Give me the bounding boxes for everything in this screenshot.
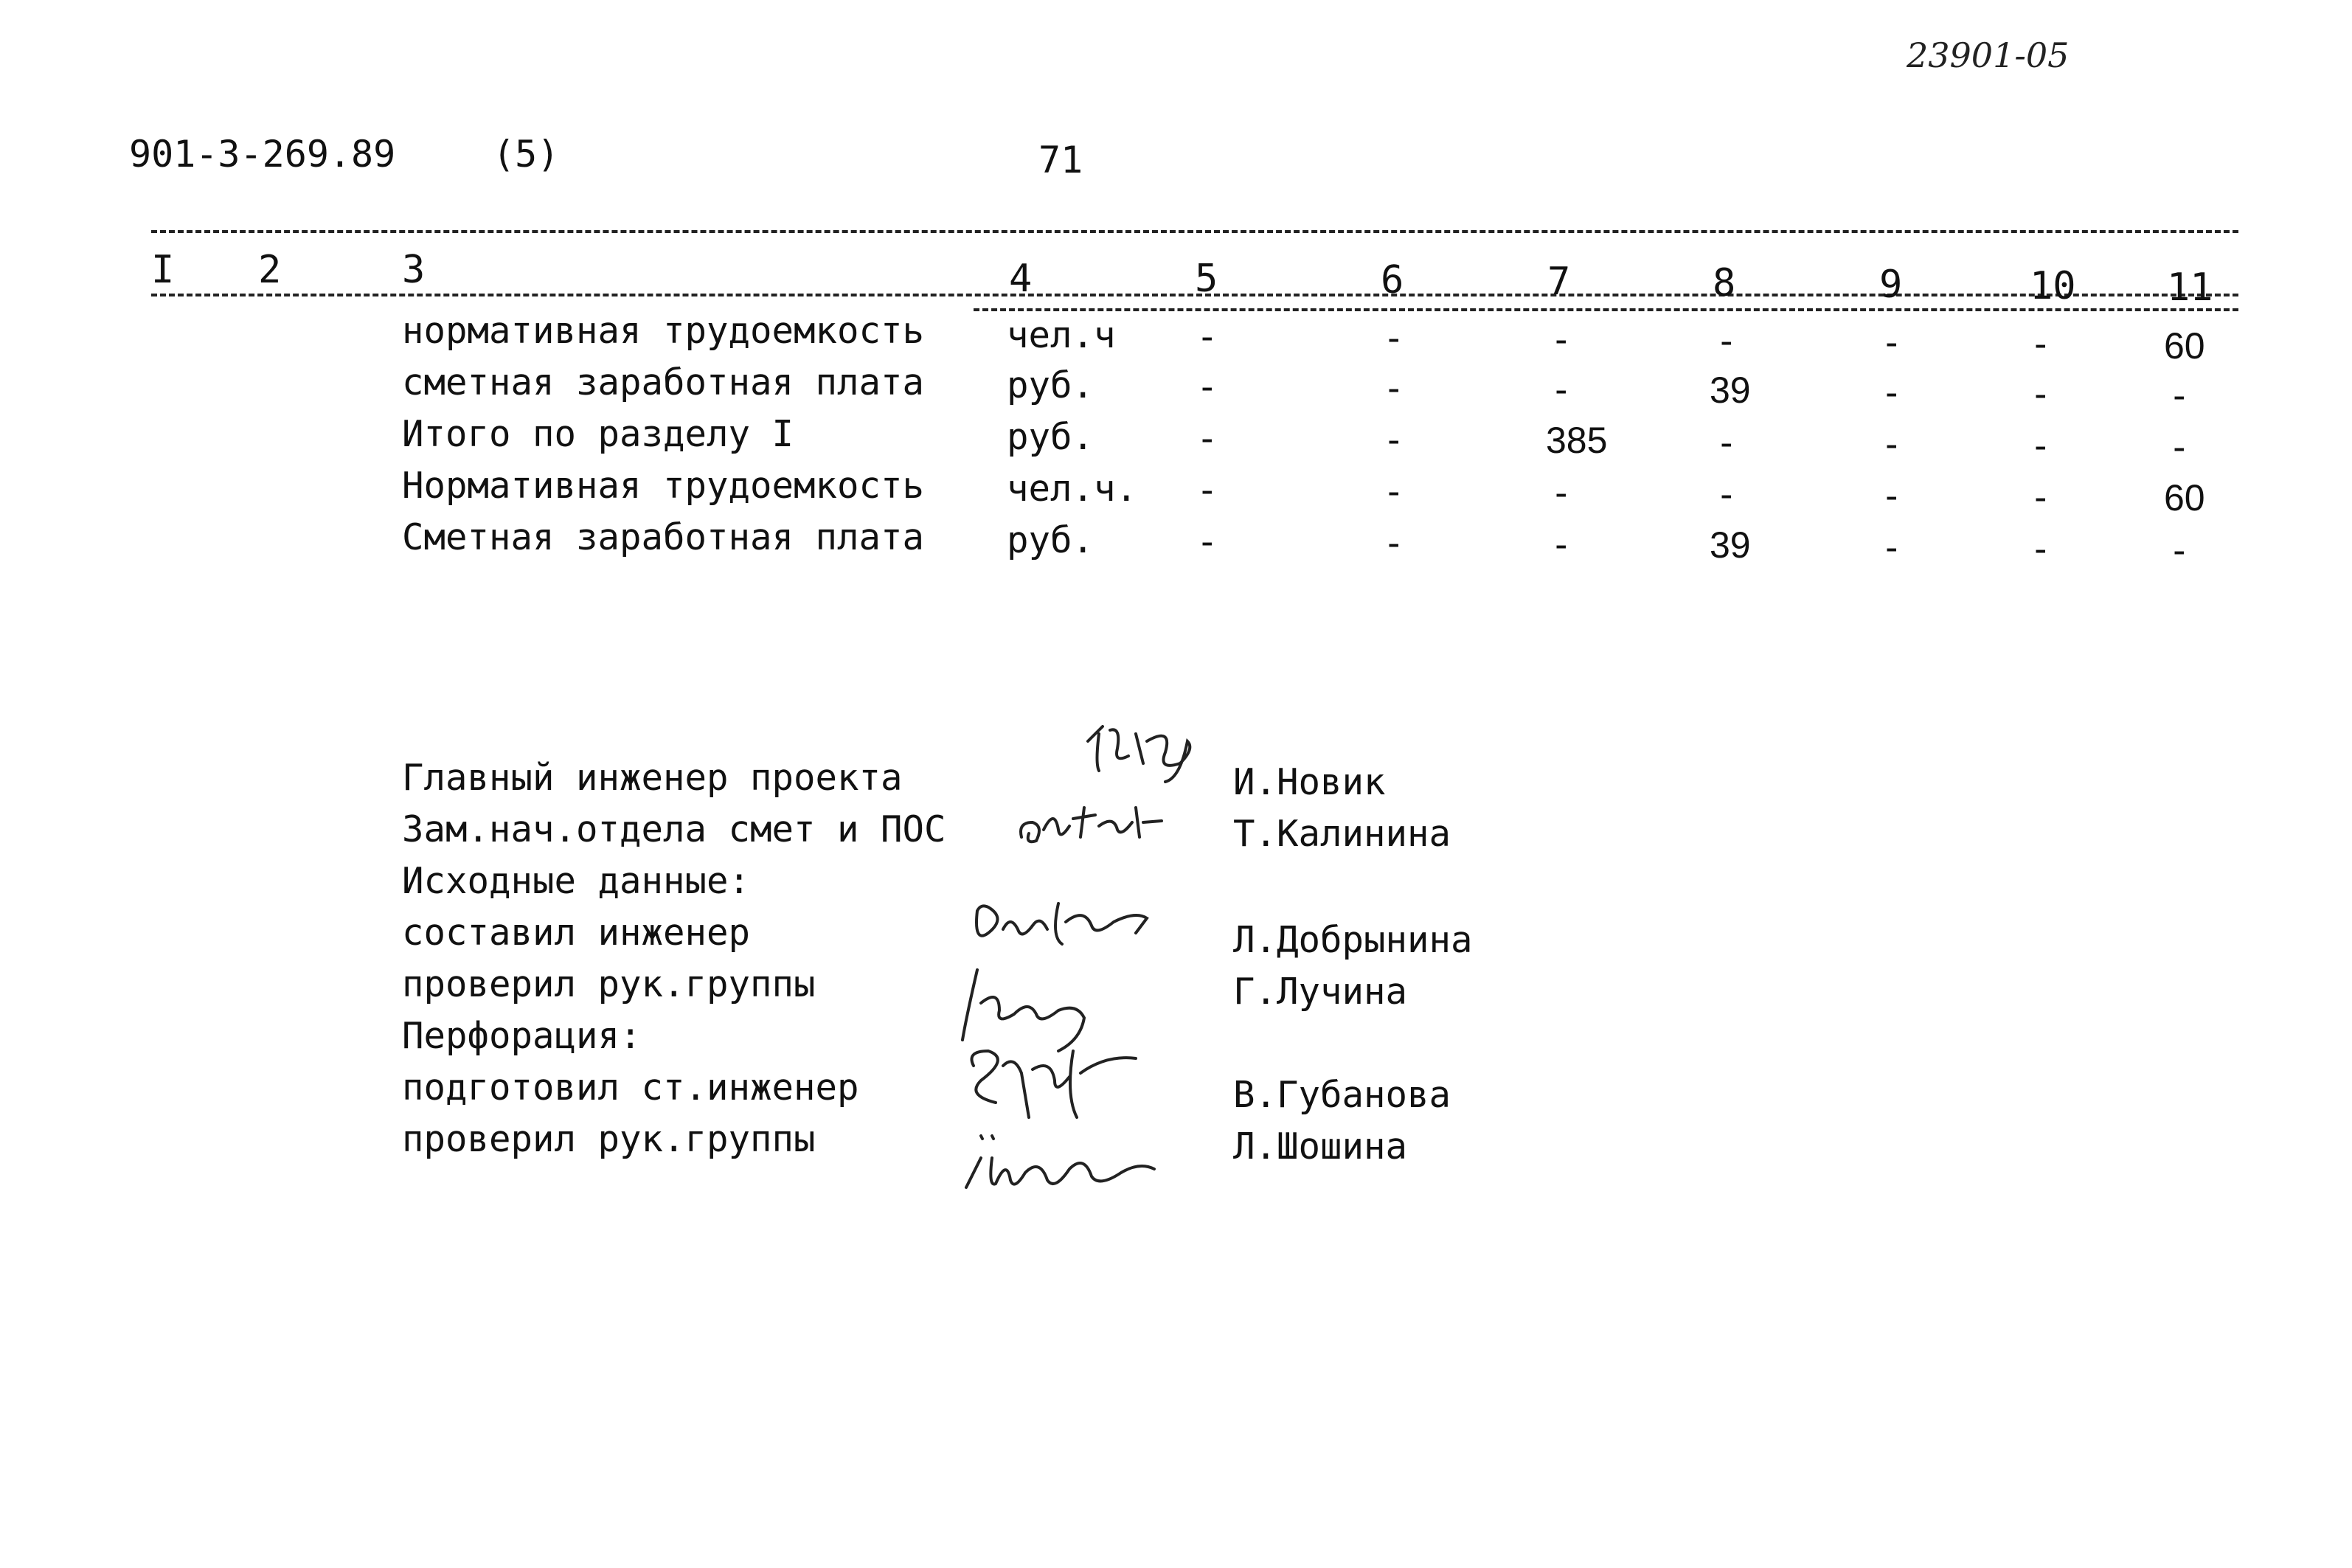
row-1-c6: - bbox=[1383, 317, 1405, 359]
archive-stamp: 23901-05 bbox=[1907, 35, 2070, 75]
signature-name-7: В.Губанова bbox=[1233, 1074, 1451, 1116]
row-2-c7: - bbox=[1550, 369, 1572, 411]
column-header-6: 6 bbox=[1381, 258, 1404, 302]
row-1-c7: - bbox=[1550, 319, 1572, 361]
row-1-unit: чел.ч bbox=[1007, 314, 1116, 356]
section-label-source-data: Исходные данные: bbox=[402, 860, 751, 902]
row-4-unit: чел.ч. bbox=[1007, 468, 1138, 510]
signature-gubanova-drawing bbox=[959, 1036, 1143, 1125]
row-5-c11: - bbox=[2168, 530, 2190, 572]
signature-role-7: подготовил ст.инженер bbox=[402, 1066, 859, 1109]
signature-name-5: Г.Лучина bbox=[1233, 971, 1408, 1013]
signature-name-8: Л.Шошина bbox=[1233, 1125, 1408, 1168]
volume-number: (5) bbox=[493, 133, 560, 176]
row-3-c7: 385 bbox=[1546, 420, 1608, 461]
row-3-c8: - bbox=[1716, 422, 1738, 464]
row-3-c10: - bbox=[2030, 425, 2052, 467]
signature-name-1: И.Новик bbox=[1233, 761, 1386, 803]
row-5-unit: руб. bbox=[1007, 519, 1095, 561]
column-header-7: 7 bbox=[1547, 260, 1571, 304]
row-1-c11: 60 bbox=[2164, 325, 2205, 367]
row-2-c8: 39 bbox=[1710, 370, 1751, 411]
column-header-2: 2 bbox=[258, 248, 282, 292]
row-2-c5: - bbox=[1196, 366, 1218, 408]
signature-role-4: составил инженер bbox=[402, 912, 751, 954]
signature-name-2: Т.Калинина bbox=[1233, 813, 1451, 855]
signature-dobrynina-drawing bbox=[966, 892, 1158, 959]
row-2-c10: - bbox=[2030, 373, 2052, 415]
row-5-name: Сметная заработная плата bbox=[402, 516, 925, 558]
row-3-c5: - bbox=[1196, 417, 1218, 459]
signature-role-8: проверил рук.группы bbox=[402, 1118, 816, 1160]
row-1-c5: - bbox=[1196, 316, 1218, 358]
column-header-8: 8 bbox=[1713, 261, 1736, 305]
page-number: 71 bbox=[1038, 139, 1083, 181]
column-header-4: 4 bbox=[1009, 257, 1033, 301]
column-header-10: 10 bbox=[2030, 264, 2076, 308]
row-5-c7: - bbox=[1550, 524, 1572, 566]
row-4-c6: - bbox=[1383, 471, 1405, 513]
document-code: 901-3-269.89 bbox=[129, 133, 396, 176]
row-2-unit: руб. bbox=[1007, 364, 1095, 406]
row-1-c8: - bbox=[1716, 320, 1738, 362]
signature-shoshina-drawing bbox=[951, 1128, 1165, 1202]
table-top-rule bbox=[151, 230, 2238, 233]
row-3-c6: - bbox=[1383, 419, 1405, 461]
row-4-name: Нормативная трудоемкость bbox=[402, 465, 925, 507]
row-4-c9: - bbox=[1881, 475, 1903, 517]
row-1-c9: - bbox=[1881, 322, 1903, 364]
row-2-c11: - bbox=[2168, 375, 2190, 417]
signature-name-4: Л.Добрынина bbox=[1233, 919, 1473, 961]
row-4-c5: - bbox=[1196, 469, 1218, 511]
row-3-unit: руб. bbox=[1007, 416, 1095, 458]
column-header-5: 5 bbox=[1195, 257, 1218, 301]
row-4-c8: - bbox=[1716, 473, 1738, 516]
column-header-9: 9 bbox=[1879, 263, 1903, 307]
row-5-c5: - bbox=[1196, 521, 1218, 563]
row-1-name: нормативная трудоемкость bbox=[402, 310, 925, 352]
signature-role-2: Зам.нач.отдела смет и ПОС bbox=[402, 808, 946, 850]
column-header-1: I bbox=[151, 248, 175, 292]
row-1-c10: - bbox=[2030, 323, 2052, 365]
signature-novik-drawing bbox=[1077, 719, 1202, 793]
column-header-rule-b bbox=[974, 308, 2238, 311]
row-2-name: сметная заработная плата bbox=[402, 361, 925, 403]
column-header-11: 11 bbox=[2167, 266, 2213, 310]
row-5-c8: 39 bbox=[1710, 524, 1751, 566]
row-3-c11: - bbox=[2168, 426, 2190, 468]
row-2-c9: - bbox=[1881, 372, 1903, 414]
column-header-3: 3 bbox=[402, 248, 426, 292]
row-5-c10: - bbox=[2030, 528, 2052, 570]
signature-role-1: Главный инженер проекта bbox=[402, 757, 903, 799]
signature-role-5: проверил рук.группы bbox=[402, 963, 816, 1005]
row-5-c6: - bbox=[1383, 522, 1405, 564]
row-2-c6: - bbox=[1383, 367, 1405, 409]
row-5-c9: - bbox=[1881, 527, 1903, 569]
row-3-name: Итого по разделу I bbox=[402, 413, 794, 455]
row-3-c9: - bbox=[1881, 423, 1903, 465]
section-label-perforation: Перфорация: bbox=[402, 1015, 642, 1057]
row-4-c10: - bbox=[2030, 476, 2052, 518]
row-4-c11: 60 bbox=[2164, 477, 2205, 518]
row-4-c7: - bbox=[1550, 472, 1572, 514]
signature-kalinina-drawing bbox=[1014, 793, 1176, 852]
